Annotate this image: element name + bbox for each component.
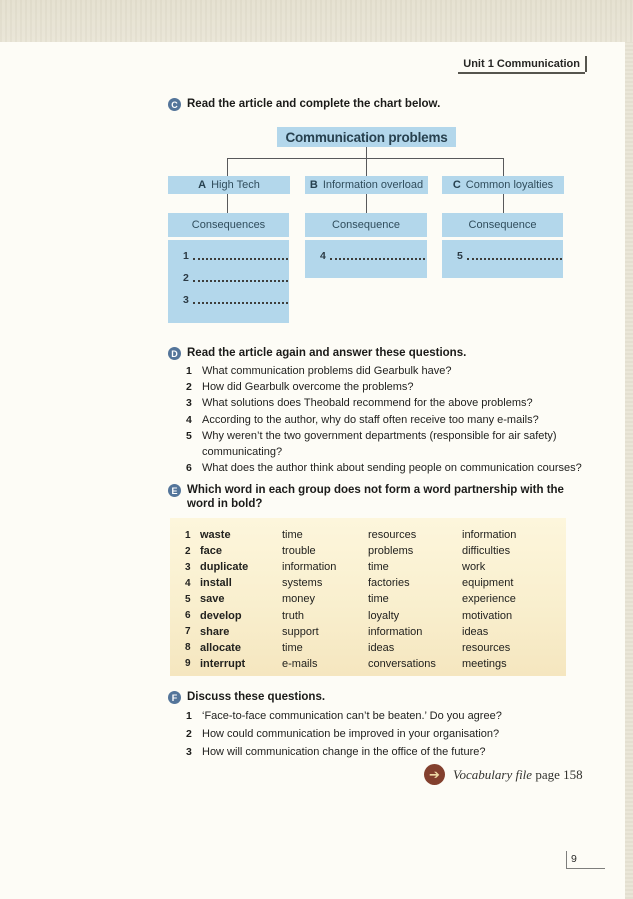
consequence-box-c bbox=[442, 213, 563, 278]
branch-c-label: Common loyalties bbox=[465, 179, 554, 191]
scan-right-edge bbox=[625, 42, 633, 899]
table-row: 3 duplicate information time work bbox=[185, 561, 486, 574]
branch-a-letter: A bbox=[198, 179, 207, 191]
scan-top-edge bbox=[0, 0, 633, 42]
section-d-title: Read the article again and answer these questions. bbox=[187, 347, 467, 359]
section-d-badge: D bbox=[168, 347, 181, 360]
consequences-box-a bbox=[168, 213, 289, 323]
connector-line bbox=[366, 159, 367, 176]
question: 2 How did Gearbulk overcome the problems? bbox=[186, 381, 414, 394]
section-c-title: Read the article and complete the chart below. bbox=[187, 98, 441, 110]
unit-header bbox=[458, 57, 585, 74]
section-e-badge: E bbox=[168, 484, 181, 497]
consequences-a-body bbox=[168, 240, 289, 323]
chart-branch-b bbox=[305, 176, 428, 194]
section-e-heading bbox=[168, 483, 588, 511]
consequence-c-header: Consequence bbox=[442, 213, 563, 237]
table-row: 1 waste time resources information bbox=[185, 529, 517, 542]
section-e-title: Which word in each group does not form a word partnership with the word in bold? bbox=[187, 484, 564, 510]
section-f-heading bbox=[168, 690, 325, 704]
dotted-line bbox=[193, 280, 288, 282]
section-d-heading bbox=[168, 346, 466, 360]
vocabulary-file-label: Vocabulary file page 158 bbox=[453, 766, 583, 782]
table-row: 5 save money time experience bbox=[185, 593, 516, 606]
branch-a-label: High Tech bbox=[211, 179, 260, 191]
question: 6 What does the author think about sending people on communication courses? bbox=[186, 462, 582, 475]
consequence-c-body bbox=[442, 240, 563, 278]
section-d-questions bbox=[186, 363, 588, 476]
consequence-b-header: Consequence bbox=[305, 213, 427, 237]
branch-b-label: Information overload bbox=[322, 179, 424, 191]
question: 3 What solutions does Theobald recommend for the above problems? bbox=[186, 397, 533, 410]
section-f-questions bbox=[186, 707, 596, 761]
word-partnership-table bbox=[170, 518, 566, 676]
chart-branch-a bbox=[168, 176, 290, 194]
section-f-badge: F bbox=[168, 691, 181, 704]
table-row: 9 interrupt e-mails conversations meetings bbox=[185, 657, 507, 670]
dotted-line bbox=[193, 258, 288, 260]
consequence-b-body bbox=[305, 240, 427, 278]
connector-line bbox=[227, 159, 228, 176]
connector-line bbox=[366, 194, 367, 213]
dotted-line bbox=[330, 258, 425, 260]
question: 1 What communication problems did Gearbulk have? bbox=[186, 365, 452, 377]
section-f-title: Discuss these questions. bbox=[187, 691, 326, 703]
chart-branch-c bbox=[442, 176, 564, 194]
chart-title: Communication problems bbox=[277, 127, 456, 147]
unit-header-label: Unit 1 Communication bbox=[463, 58, 580, 70]
question: 4 According to the author, why do staff often receive too many e-mails? bbox=[186, 413, 539, 426]
table-row: 6 develop truth loyalty motivation bbox=[185, 609, 513, 622]
blank-line: 1 bbox=[183, 248, 289, 262]
consequences-a-header: Consequences bbox=[168, 213, 289, 237]
table-row: 2 face trouble problems difficulties bbox=[185, 545, 511, 558]
branch-b-letter: B bbox=[309, 179, 318, 191]
blank-line: 5 bbox=[457, 248, 563, 262]
branch-c-letter: C bbox=[452, 179, 461, 191]
page-number: 9 bbox=[566, 851, 605, 869]
connector-line bbox=[366, 147, 367, 158]
section-c-badge: C bbox=[168, 98, 181, 111]
connector-line bbox=[227, 194, 228, 213]
question: 3 How will communication change in the office of the future? bbox=[186, 746, 486, 758]
blank-line: 2 bbox=[183, 270, 289, 284]
question: 1 ‘Face-to-face communication can’t be beaten.’ Do you agree? bbox=[186, 710, 502, 722]
table-row: 4 install systems factories equipment bbox=[185, 577, 514, 590]
consequence-box-b bbox=[305, 213, 427, 278]
blank-line: 4 bbox=[320, 248, 427, 262]
question: 5 Why weren’t the two government departments (responsible for air safety) communicating? bbox=[186, 429, 557, 459]
dotted-line bbox=[467, 258, 562, 260]
connector-line bbox=[503, 159, 504, 176]
vocabulary-file-link bbox=[424, 764, 583, 785]
arrow-right-icon: ➔ bbox=[424, 764, 445, 785]
dotted-line bbox=[193, 302, 288, 304]
connector-line bbox=[503, 194, 504, 213]
table-row: 7 share support information ideas bbox=[185, 625, 489, 638]
table-row: 8 allocate time ideas resources bbox=[185, 641, 511, 654]
question: 2 How could communication be improved in your organisation? bbox=[186, 728, 500, 740]
section-c-heading bbox=[168, 97, 440, 111]
blank-line: 3 bbox=[183, 292, 289, 306]
